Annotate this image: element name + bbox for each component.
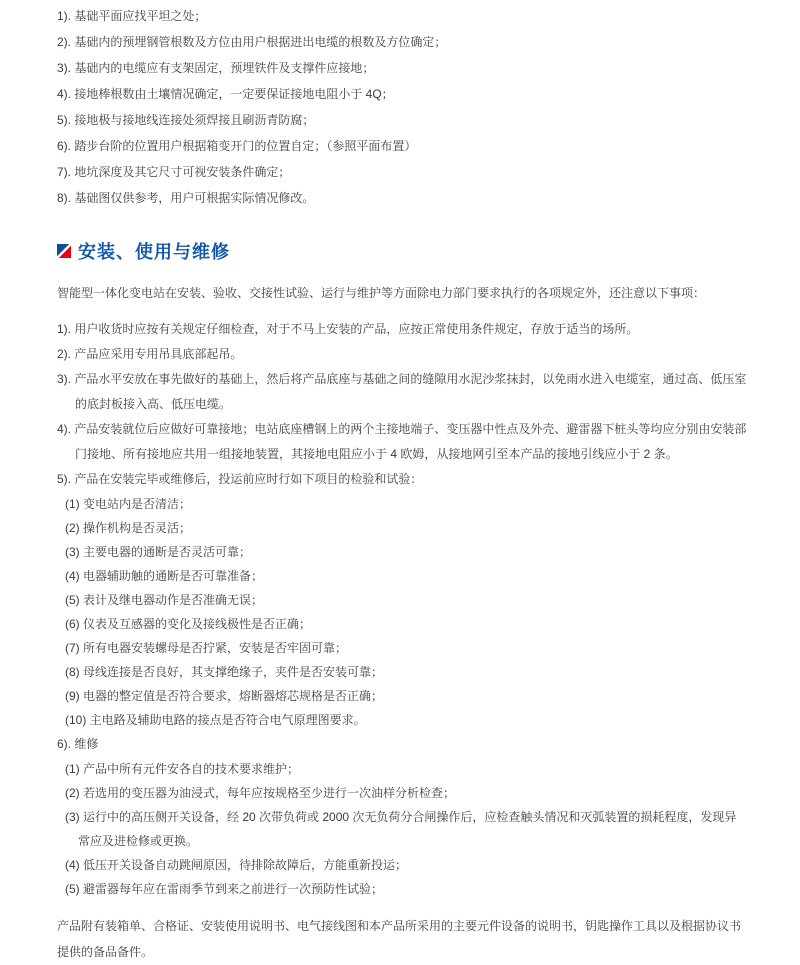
list-item: (4) 低压开关设备自动跳闸原因，待排除故障后，方能重新投运； <box>65 858 408 872</box>
list-item: 7). 地坑深度及其它尺寸可视安装条件确定； <box>57 165 291 179</box>
list-item: 3). 产品水平安放在事先做好的基础上，然后将产品底座与基础之间的缝隙用水泥沙浆抹封，以免雨水进入电缆室，通过高、低压室的底封板接入高、低压电缆。 <box>57 372 747 411</box>
list-item: 4). 产品安装就位后应做好可靠接地；电站底座槽钢上的两个主接地端子、变压器中性点及外壳、避雷器下桩头等均应分别由安装部门接地、所有接地应共用一组接地装置，其接地电阻应小于 4 欧姆，从接地网引至本产品的接地引线应小于 2 条。 <box>57 422 747 461</box>
intro-paragraph: 智能型一体化变电站在安装、验收、交接性试验、运行与维护等方面除电力部门要求执行的各项规定外，还注意以下事项： <box>57 286 706 300</box>
list-item: (8) 母线连接是否良好，其支撑绝缘子，夹件是否安装可靠； <box>65 665 384 679</box>
section-marker-icon <box>57 244 71 258</box>
list-item: 4). 接地棒根数由土壤情况确定，一定要保证接地电阻小于 4Q； <box>57 87 394 101</box>
list-item: (5) 避雷器每年应在雷雨季节到来之前进行一次预防性试验； <box>65 882 384 896</box>
install-list <box>57 317 748 901</box>
list-item: 2). 产品应采用专用吊具底部起吊。 <box>57 347 243 361</box>
list-item: 6). 踏步台阶的位置用户根据箱变开门的位置自定；（参照平面布置） <box>57 139 417 153</box>
list-item: (3) 运行中的高压侧开关设备，经 20 次带负荷或 2000 次无负荷分合闸操作后，应检查触头情况和灭弧装置的损耗程度，发现异常应及进检修或更换。 <box>65 810 737 848</box>
list-item: 2). 基础内的预埋钢管根数及方位由用户根据进出电缆的根数及方位确定； <box>57 35 447 49</box>
list-item: 5). 产品在安装完毕或维修后，投运前应时行如下项目的检验和试验： <box>57 472 423 486</box>
list-item: (5) 表计及继电器动作是否准确无误； <box>65 593 264 607</box>
list-item: (2) 操作机构是否灵活； <box>65 521 192 535</box>
section-header <box>57 238 748 264</box>
maintenance-list <box>65 757 748 901</box>
list-item: (1) 产品中所有元件安各自的技术要求维护； <box>65 762 300 776</box>
list-item: (2) 若选用的变压器为油浸式，每年应按规格至少进行一次油样分析检查； <box>65 786 456 800</box>
maintenance-heading: 6). 维修 <box>57 737 99 751</box>
list-item: (10) 主电路及辅助电路的接点是否符合电气原理图要求。 <box>65 713 366 727</box>
closing-paragraph: 产品附有装箱单、合格证、安装使用说明书、电气接线图和本产品所采用的主要元件设备的说明书，钥匙操作工具以及根据协议书提供的备品备件。 <box>57 919 742 959</box>
list-item: 3). 基础内的电缆应有支架固定，预埋铁件及支撑件应接地； <box>57 61 375 75</box>
list-item: (7) 所有电器安装螺母是否拧紧，安装是否牢固可靠； <box>65 641 348 655</box>
list-item: (9) 电器的整定值是否符合要求，熔断器熔芯规格是否正确； <box>65 689 384 703</box>
section-title: 安装、使用与维修 <box>78 242 230 262</box>
list-item: 8). 基础图仅供参考，用户可根据实际情况修改。 <box>57 191 315 205</box>
list-item: 1). 基础平面应找平坦之处； <box>57 9 207 23</box>
inspection-checks-list <box>65 492 748 732</box>
list-item: (6) 仪表及互感器的变化及接线极性是否正确； <box>65 617 312 631</box>
foundation-notes-list <box>57 8 748 206</box>
list-item: 5). 接地极与接地线连接处须焊接且刷沥青防腐； <box>57 113 315 127</box>
list-item: (4) 电器辅助触的通断是否可靠准备； <box>65 569 264 583</box>
list-item: (1) 变电站内是否清洁； <box>65 497 192 511</box>
list-item: (3) 主要电器的通断是否灵活可靠； <box>65 545 252 559</box>
list-item: 1). 用户收货时应按有关规定仔细检查，对于不马上安装的产品，应按正常使用条件规定，存放于适当的场所。 <box>57 322 639 336</box>
